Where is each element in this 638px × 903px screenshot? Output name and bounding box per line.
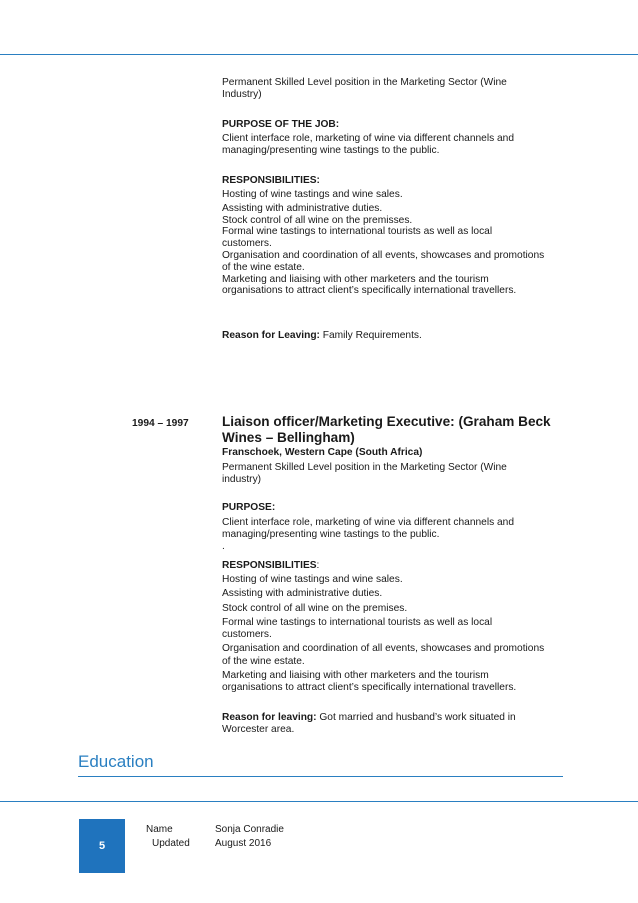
job2-purpose-line2: managing/presenting wine tastings to the public. — [222, 529, 440, 541]
list-item: Assisting with administrative duties. — [222, 202, 383, 214]
list-item: Assisting with administrative duties. — [222, 588, 383, 600]
education-heading: Education — [78, 752, 154, 771]
job2-purpose-dot: . — [222, 540, 225, 552]
job2-resp-heading-text: RESPONSIBILITIES — [222, 560, 317, 571]
list-item: Hosting of wine tastings and wine sales. — [222, 189, 403, 200]
job2-reason-value: Got married and husband’s work situated in — [316, 712, 516, 723]
header-rule — [0, 54, 638, 55]
list-item: organisations to attract client’s specifically international travellers. — [222, 285, 517, 297]
job2-dates: 1994 – 1997 — [132, 418, 189, 429]
list-item: customers. — [222, 238, 272, 250]
list-item: Marketing and liaising with other marketers and the tourism — [222, 670, 489, 682]
footer-rule — [0, 801, 638, 802]
job1-position-line2: Industry) — [222, 89, 262, 101]
job1-reason-label: Reason for Leaving: — [222, 330, 320, 341]
footer-updated-value: August 2016 — [215, 838, 272, 849]
job2-resp-heading-colon: : — [316, 560, 320, 571]
list-item: Organisation and coordination of all events, showcases and promotions — [222, 249, 545, 261]
list-item: organisations to attract client’s specifically international travellers. — [222, 682, 517, 694]
job2-title-line2: Wines – Bellingham) — [222, 430, 355, 445]
job2-responsibilities-list — [222, 574, 564, 695]
job2-responsibilities-heading — [222, 560, 564, 572]
footer-name-label: Name — [146, 824, 173, 835]
job2-position-line1: Permanent Skilled Level position in the Marketing Sector (Wine — [222, 462, 507, 473]
job1-purpose — [222, 133, 564, 158]
list-item: Marketing and liaising with other marketers and the tourism — [222, 273, 489, 285]
list-item: customers. — [222, 629, 272, 641]
list-item: Stock control of all wine on the premisses. — [222, 214, 413, 226]
footer-updated-label: Updated — [152, 838, 190, 849]
job2-purpose-heading: PURPOSE: — [222, 502, 276, 513]
job1-purpose-line2: managing/presenting wine tastings to the public. — [222, 145, 440, 157]
job1-reason-value: Family Requirements. — [319, 330, 422, 341]
job2-purpose-line1: Client interface role, marketing of wine via different channels and — [222, 517, 515, 528]
education-rule — [78, 776, 563, 777]
job1-purpose-line1: Client interface role, marketing of wine via different channels and — [222, 133, 515, 144]
list-item: Stock control of all wine on the premises. — [222, 602, 408, 614]
job2-location: Franschoek, Western Cape (South Africa) — [222, 447, 423, 458]
job2-title-line1: Liaison officer/Marketing Executive: (Graham Beck — [222, 414, 551, 429]
list-item: Hosting of wine tastings and wine sales. — [222, 574, 403, 585]
list-item: of the wine estate. — [222, 261, 305, 273]
job1-position-line1: Permanent Skilled Level position in the Marketing Sector (Wine — [222, 77, 507, 88]
list-item: Organisation and coordination of all events, showcases and promotions — [222, 643, 545, 655]
footer-name-value: Sonja Conradie — [215, 824, 284, 835]
job2-reason-line2: Worcester area. — [222, 724, 295, 736]
job1-responsibilities-heading: RESPONSIBILITIES: — [222, 175, 320, 186]
job2-purpose — [222, 517, 564, 551]
job2-reason-label: Reason for leaving: — [222, 712, 317, 723]
job2-title — [222, 414, 564, 446]
list-item: Formal wine tastings to international tourists as well as local — [222, 616, 493, 628]
job1-reason-for-leaving — [222, 330, 564, 342]
job2-reason-for-leaving — [222, 712, 564, 737]
job1-position — [222, 77, 564, 102]
job1-responsibilities-list — [222, 189, 564, 297]
list-item: Formal wine tastings to international tourists as well as local — [222, 226, 493, 238]
job2-position — [222, 462, 564, 487]
job2-position-line2: industry) — [222, 474, 262, 486]
list-item: of the wine estate. — [222, 655, 305, 667]
page-number: 5 — [98, 840, 106, 852]
job1-purpose-heading: PURPOSE OF THE JOB: — [222, 119, 340, 130]
